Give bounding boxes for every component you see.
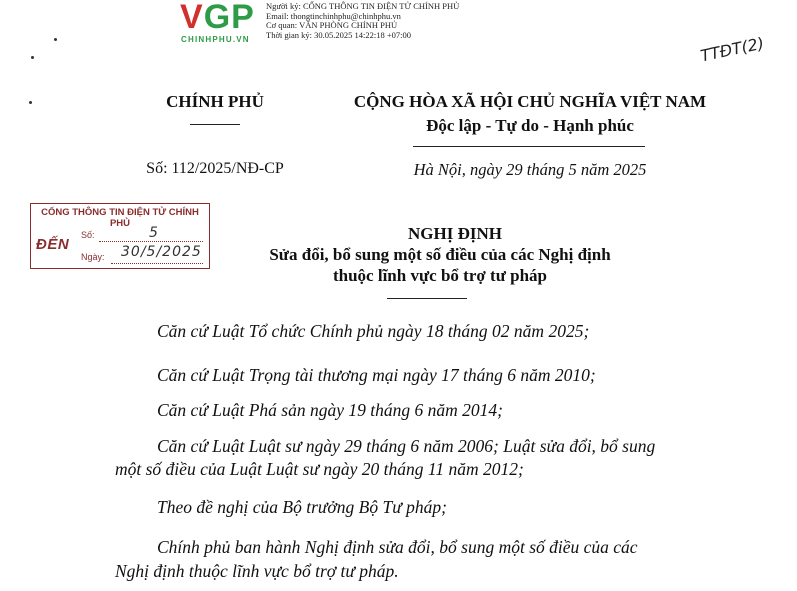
promulgation-paragraph-line1: Chính phủ ban hành Nghị định sửa đổi, bổ sung một số điều của các [157,537,638,557]
vgp-logo-letters: VGP [180,0,255,36]
national-motto: Độc lập - Tự do - Hạnh phúc [426,116,634,135]
stamp-den: ĐẾN [36,236,70,253]
handwritten-mark: TTĐT(2) [698,33,766,66]
motto-underline [413,146,645,147]
signature-signer: Người ký: CỔNG THÔNG TIN ĐIỆN TỬ CHÍNH PHỦ [266,1,460,11]
vgp-logo-site: CHINHPHU.VN [181,35,250,44]
document-number: Số: 112/2025/NĐ-CP [146,160,284,177]
stamp-title: CỔNG THÔNG TIN ĐIỆN TỬ CHÍNH PHỦ [41,207,199,229]
decree-subtitle-line1: Sửa đổi, bổ sung một số điều của các Nghị định [269,245,611,264]
scan-dot [29,101,32,104]
basis-paragraph-2: Căn cứ Luật Trọng tài thương mại ngày 17 tháng 6 năm 2010; [157,365,596,385]
agency-underline [190,124,240,125]
basis-paragraph-3: Căn cứ Luật Phá sản ngày 19 tháng 6 năm 2014; [157,400,503,420]
signature-agency: Cơ quan: VĂN PHÒNG CHÍNH PHỦ [266,20,398,30]
proposal-paragraph: Theo đề nghị của Bộ trưởng Bộ Tư pháp; [157,497,447,517]
promulgation-paragraph-line2: Nghị định thuộc lĩnh vực bổ trợ tư pháp. [115,561,399,581]
scan-dot [31,56,34,59]
signature-time: Thời gian ký: 30.05.2025 14:22:18 +07:00 [266,29,412,40]
stamp-number-line [99,241,203,242]
basis-paragraph-1: Căn cứ Luật Tổ chức Chính phủ ngày 18 tháng 02 năm 2025; [157,321,590,341]
vgp-logo [180,2,266,46]
received-stamp [30,203,210,269]
republic-name: CỘNG HÒA XÃ HỘI CHỦ NGHĨA VIỆT NAM [353,92,707,111]
signature-email: Email: thongtinchinhphu@chinhphu.vn [266,10,401,21]
title-underline [387,298,467,299]
basis-paragraph-4-line2: một số điều của Luật Luật sư ngày 20 tháng 11 năm 2012; [115,459,524,479]
place-and-date: Hà Nội, ngày 29 tháng 5 năm 2025 [413,160,647,179]
basis-paragraph-4-line1: Căn cứ Luật Luật sư ngày 29 tháng 6 năm 2006; Luật sửa đổi, bổ sung [157,436,656,456]
stamp-date-label: Ngày: [81,252,105,262]
decree-subtitle-line2: thuộc lĩnh vực bổ trợ tư pháp [332,266,548,285]
scan-dot [54,38,57,41]
decree-heading: NGHỊ ĐỊNH [408,224,502,243]
digital-signature-block [266,2,459,40]
issuing-agency: CHÍNH PHỦ [166,92,264,111]
stamp-number-value: 5 [149,225,158,241]
stamp-date-value: 30/5/2025 [121,244,202,260]
stamp-number-label: Số: [81,230,95,240]
